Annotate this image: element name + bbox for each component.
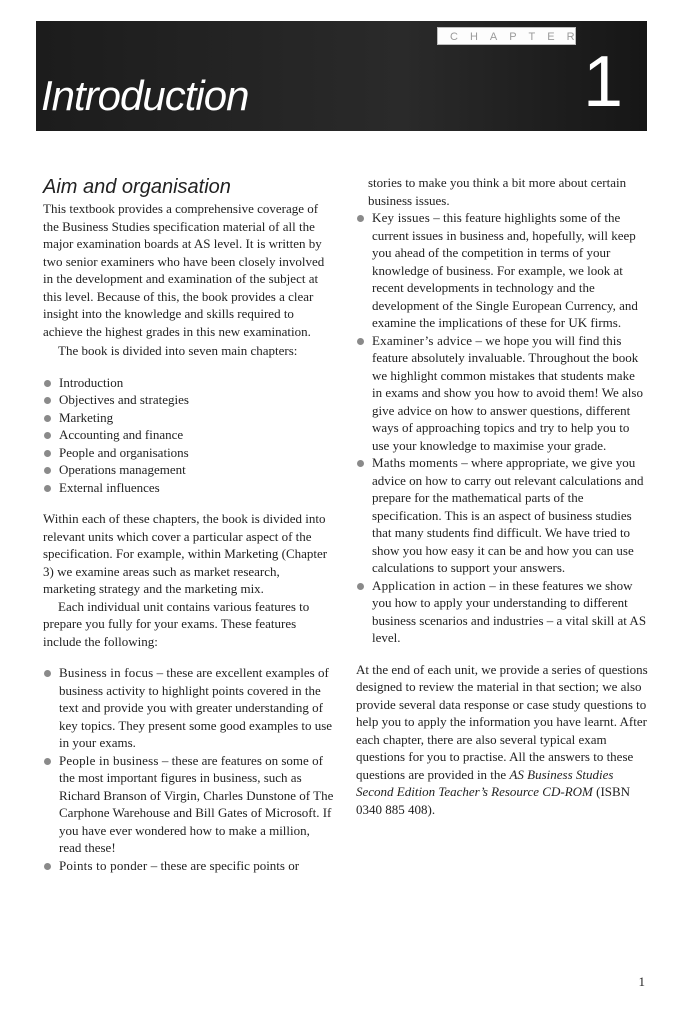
feature-text: – these are features on some of the most important figures in business, such as Richard Branson of Virgin, Charles Dunstone of The Carphone Warehouse and Bill Gates of Microsoft. If you have ever wondered how to make a million, read these!	[59, 752, 334, 855]
isbn-text: (ISBN 0340 885 408).	[356, 784, 631, 817]
feature-text: – these are excellent examples of business activity to highlight points covered in the text and provide you with greater understanding of key topics. They present some good examples to use in your exams.	[59, 665, 333, 750]
feature-item	[43, 857, 335, 875]
list-item	[43, 444, 335, 462]
chapter-name: Operations management	[59, 462, 186, 477]
feature-list-continued	[356, 209, 648, 647]
chapter-name: Accounting and finance	[59, 427, 184, 442]
bullet-icon	[44, 670, 51, 677]
feature-item	[43, 752, 335, 857]
chapter-name: Introduction	[59, 374, 124, 390]
feature-term: Examiner’s advice	[372, 332, 473, 348]
left-column	[43, 174, 335, 874]
chapter-name: People and organisations	[59, 444, 189, 460]
list-item	[43, 479, 335, 497]
chapter-number: 1	[582, 42, 624, 122]
chapters-intro: The book is divided into seven main chapters:	[58, 343, 298, 358]
feature-text: – in these features we show you how to apply your understanding to different business scenarios and industries – a vital skill at AS level.	[372, 577, 647, 645]
feature-term: People in business	[59, 752, 159, 768]
feature-list	[43, 664, 335, 874]
list-item	[43, 409, 335, 427]
feature-item	[356, 577, 648, 647]
chapter-banner	[36, 21, 647, 131]
features-intro: Each individual unit contains various features to prepare you fully for your exams. These features include the following:	[43, 598, 310, 649]
bullet-icon	[44, 450, 51, 457]
bullet-icon	[44, 863, 51, 870]
feature-item	[356, 332, 648, 455]
chapter-label: CHAPTER	[437, 27, 576, 45]
bullet-icon	[357, 460, 364, 467]
bullet-icon	[44, 485, 51, 492]
feature-term: Points to ponder	[59, 857, 148, 873]
feature-term: Business in focus	[59, 665, 154, 680]
list-item	[43, 391, 335, 409]
feature-item	[356, 454, 648, 577]
bullet-icon	[357, 583, 364, 590]
bullet-icon	[44, 467, 51, 474]
page-number: 1	[638, 974, 645, 989]
feature-item	[356, 209, 648, 332]
continuation-text: stories to make you think a bit more about certain business issues.	[368, 175, 627, 208]
chapter-list	[43, 374, 335, 497]
page-body	[0, 174, 680, 964]
list-item	[43, 461, 335, 479]
bullet-icon	[44, 397, 51, 404]
chapter-name: Objectives and strategies	[59, 392, 189, 407]
bullet-icon	[44, 758, 51, 765]
intro-paragraph: This textbook provides a comprehensive coverage of the Business Studies specification material of all the major examination boards at AS level. It is written by two senior examiners who have been closely involved in the development and examination of the subject at this level. Because of this, the book provides a clear insight into the knowledge and skills required to achieve the highest grades in this new examination.	[43, 201, 325, 339]
feature-text: – this feature highlights some of the current issues in business and, hopefully, will keep you ahead of the competition in terms of your knowledge of business. For example, we look at recent developments in technology and the development of the Single European Currency, and examine the implications of these for UK firms.	[372, 210, 638, 330]
closing-text: At the end of each unit, we provide a series of questions designed to review the material in that section; we also provide several data response or case study questions to help you to apply the information you have learnt. After each chapter, there are also several typical exam questions for you to practise. All the answers to these questions are provided in the	[356, 661, 648, 782]
bullet-icon	[44, 432, 51, 439]
feature-text: – where appropriate, we give you advice on how to carry out relevant calculations and prepare for the mathematical parts of the specification. This is an aspect of business studies that many students find difficult. We have tried to show you how easy it can be and how you can use calculations to support your answers.	[372, 455, 644, 575]
units-paragraph: Within each of these chapters, the book is divided into relevant units which cover a particular aspect of the specification. For example, within Marketing (Chapter 3) we examine areas such as market research, marketing strategy and the marketing mix.	[43, 511, 328, 596]
list-item	[43, 426, 335, 444]
feature-text: – we hope you will find this feature absolutely invaluable. Throughout the book we highlight common mistakes that students make in exams and show you how to avoid them! We also give advice on how to answer questions, different ways of approaching topics and try to help you to use your knowledge to maximise your grade.	[372, 332, 643, 453]
bullet-icon	[357, 215, 364, 222]
list-item	[43, 374, 335, 392]
section-heading: Aim and organisation	[43, 176, 231, 198]
chapter-name: Marketing	[59, 409, 114, 425]
page-title: Introduction	[41, 72, 249, 119]
feature-text: – these are specific points or	[147, 857, 300, 873]
chapter-name: External influences	[59, 479, 160, 495]
feature-term: Key issues	[372, 210, 430, 225]
bullet-icon	[44, 380, 51, 387]
feature-term: Maths moments	[372, 455, 459, 470]
feature-item	[43, 664, 335, 752]
feature-term: Application in action	[372, 577, 486, 593]
closing-paragraph	[356, 661, 648, 819]
bullet-icon	[357, 338, 364, 345]
right-column	[356, 174, 648, 818]
bullet-icon	[44, 415, 51, 422]
resource-title: AS Business Studies Second Edition Teacher’s Resource CD-ROM	[356, 766, 614, 799]
